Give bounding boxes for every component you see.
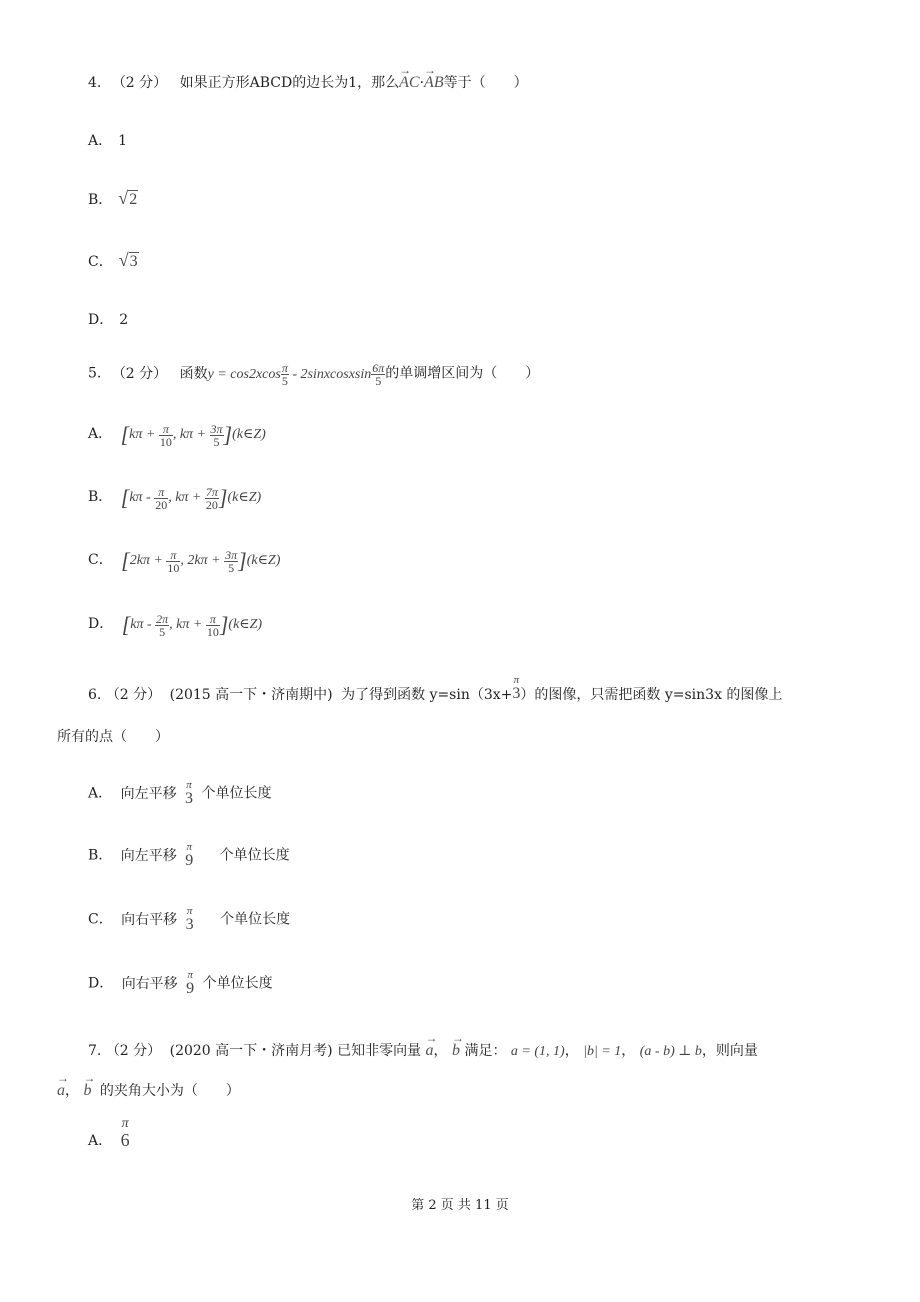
q5-option-d: D． [kπ - $\frac{2\pi}{5}$ , kπ + $\frac{\pi}{10}$ ](k∈Z) [88,611,263,639]
q6-stem: 6. （2 分） (2015 高一下・济南期中) 为了得到函数 y=sin（3x+ π 3 ）的图像，只需把函数 y=sin3x 的图像上 [88,673,783,703]
q4-stem: 4. （2 分） 如果正方形ABCD的边长为1，那么→ AC·→ AB等于（ ） [88,72,528,92]
condition-b: |b| = 1 [583,1044,622,1059]
vector-ab: → AB [424,74,444,91]
condition-perp: (a - b) ⊥ b [639,1044,702,1059]
sqrt-symbol: √2 [118,188,138,208]
fraction-pi-3: π 3 [512,673,521,702]
q5-option-b: B． [kπ - $\frac{\pi}{20}$ , kπ + $\frac{7\pi}{20}$ ](k∈Z) [88,484,262,512]
q4-option-b: B． √2 [88,188,138,208]
q5-option-c: C． [2kπ + $\frac{\pi}{10}$ , 2kπ + $\frac{3\pi}{5}$ ](k∈Z) [88,547,281,575]
q5-option-a: A． [kπ + $\frac{\pi}{10}$ , kπ + $\frac{3\pi}{5}$ ](k∈Z) [88,421,266,449]
q6-stem-line2: 所有的点（ ） [57,729,169,745]
sqrt-symbol: √3 [118,250,138,270]
page-footer: 第 2 页 共 11 页 [411,1198,509,1213]
q5-formula: y = cos2xcos $\frac{\pi}{5}$ - 2sinxcosxsin $\frac{6\pi}{5}$ [207,361,385,388]
q6-option-d: D． 向右平移 π 9 个单位长度 [88,969,273,997]
q4-option-a: A． 1 [88,133,128,149]
fraction-pi-6: π 6 [120,1116,130,1150]
vector-b: → b [452,1042,460,1059]
q5-stem: 5. （2 分） 函数y = cos2xcos $\frac{\pi}{5}$ - 2sinxcosxsin $\frac{6\pi}{5}$ 的单调增区间为（ ） [88,361,540,388]
q4-option-d: D． 2 [88,312,129,328]
vector-a: → a [426,1042,434,1059]
q4-option-c: C． √3 [88,250,138,270]
q6-option-a: A． 向左平移 π 3 个单位长度 [88,779,272,807]
q6-option-b: B． 向左平移 π 9 个单位长度 [88,841,290,869]
q7-option-a: A． π 6 [88,1116,130,1150]
q6-option-c: C． 向右平移 π 3 个单位长度 [88,905,291,933]
q7-stem: 7. （2 分） (2020 高一下・济南月考) 已知非零向量 → a， → b 满足： a = (1, 1)， |b| = 1， (a - b) ⊥ b，则向量 [88,1040,758,1060]
vector-ac: → AC [399,74,419,91]
q7-stem-line2: → a， → b 的夹角大小为（ ） [57,1080,240,1100]
condition-a: a = (1, 1) [510,1044,565,1059]
